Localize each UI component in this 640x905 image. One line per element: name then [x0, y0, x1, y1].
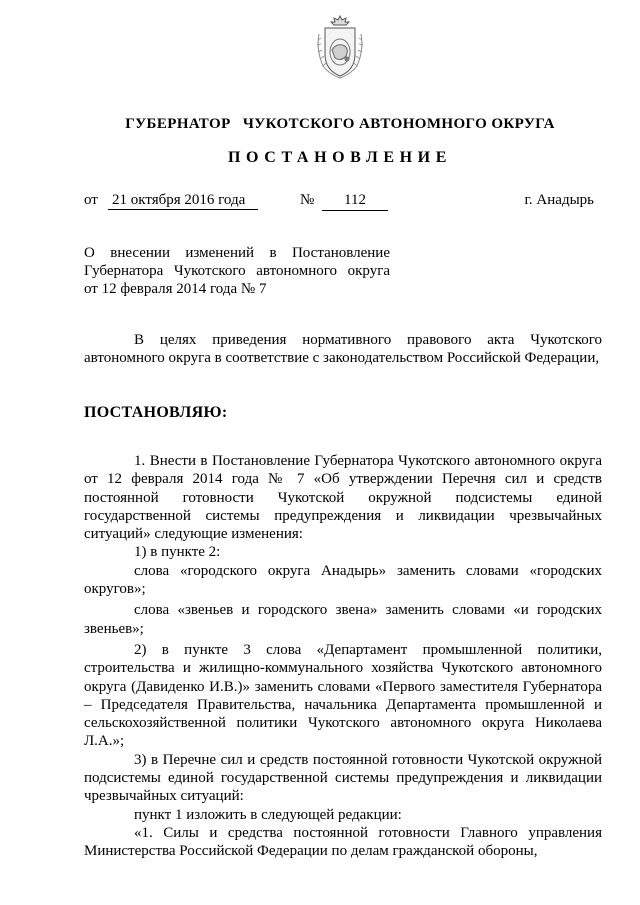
document-subject: [84, 244, 390, 298]
body-paragraph: слова «звеньев и городского звена» заменить словами «и городских звеньев»;: [84, 602, 602, 637]
body-paragraph: пункт 1 изложить в следующей редакции:: [134, 806, 402, 823]
preamble: [84, 331, 602, 368]
issuer-title-part2: ЧУКОТСКОГО АВТОНОМНОГО ОКРУГА: [242, 116, 555, 132]
subject-line: О внесении изменений в Постановление: [84, 245, 390, 261]
body-paragraph: «1. Силы и средства постоянной готовности Главного управления Министерства Российской Федерации по делам гражданской обороны,: [84, 824, 602, 860]
issuer-title-part1: ГУБЕРНАТОР: [125, 116, 231, 132]
document-body: [84, 452, 602, 861]
number-label: №: [300, 192, 315, 208]
body-paragraph: 1. Внести в Постановление Губернатора Чукотского автономного округа от 12 февраля 2014 года № 7 «Об утверждении Перечня сил и средств постоянной готовности Чукотской окружной подсистемы единой государственной системы предупреждения и ликвидации чрезвычайных ситуаций» следующие изменения:: [84, 453, 602, 543]
document-meta-line: [84, 192, 594, 212]
subject-line: Губернатора Чукотского автономного округа: [84, 263, 390, 279]
decree-word: ПОСТАНОВЛЯЮ:: [84, 404, 228, 421]
body-paragraph: 3) в Перечне сил и средств постоянной готовности Чукотской окружной подсистемы единой государственной системы предупреждения и ликвидации чрезвычайных ситуаций:: [84, 751, 602, 805]
body-paragraph: 1) в пункте 2:: [134, 544, 221, 561]
subject-line: от 12 февраля 2014 года № 7: [84, 281, 267, 297]
document-type: ПОСТАНОВЛЕНИЕ: [228, 149, 452, 166]
chukotka-coat-of-arms-icon: [315, 14, 365, 80]
preamble-text: В целях приведения нормативного правового акта Чукотского автономного округа в соответствие с законодательством Российской Федерации,: [84, 332, 602, 367]
document-date: 21 октября 2016 года: [108, 192, 258, 210]
document-number: 112: [322, 192, 388, 211]
date-prefix: от: [84, 192, 98, 208]
issuer-title: [0, 116, 640, 133]
body-paragraph: слова «городского округа Анадырь» заменить словами «городских округов»;: [84, 562, 602, 598]
city: г. Анадырь: [524, 192, 594, 208]
body-paragraph: 2) в пункте 3 слова «Департамент промышленной политики, строительства и жилищно-коммунального хозяйства Чукотского автономного округа (Давиденко И.В.)» заменить словами «Первого заместителя Губернатора – Председателя Правительства, начальника Департамента промышленной и сельскохозяйственной политики Чукотского автономного округа Николаева Л.А.»;: [84, 641, 602, 750]
